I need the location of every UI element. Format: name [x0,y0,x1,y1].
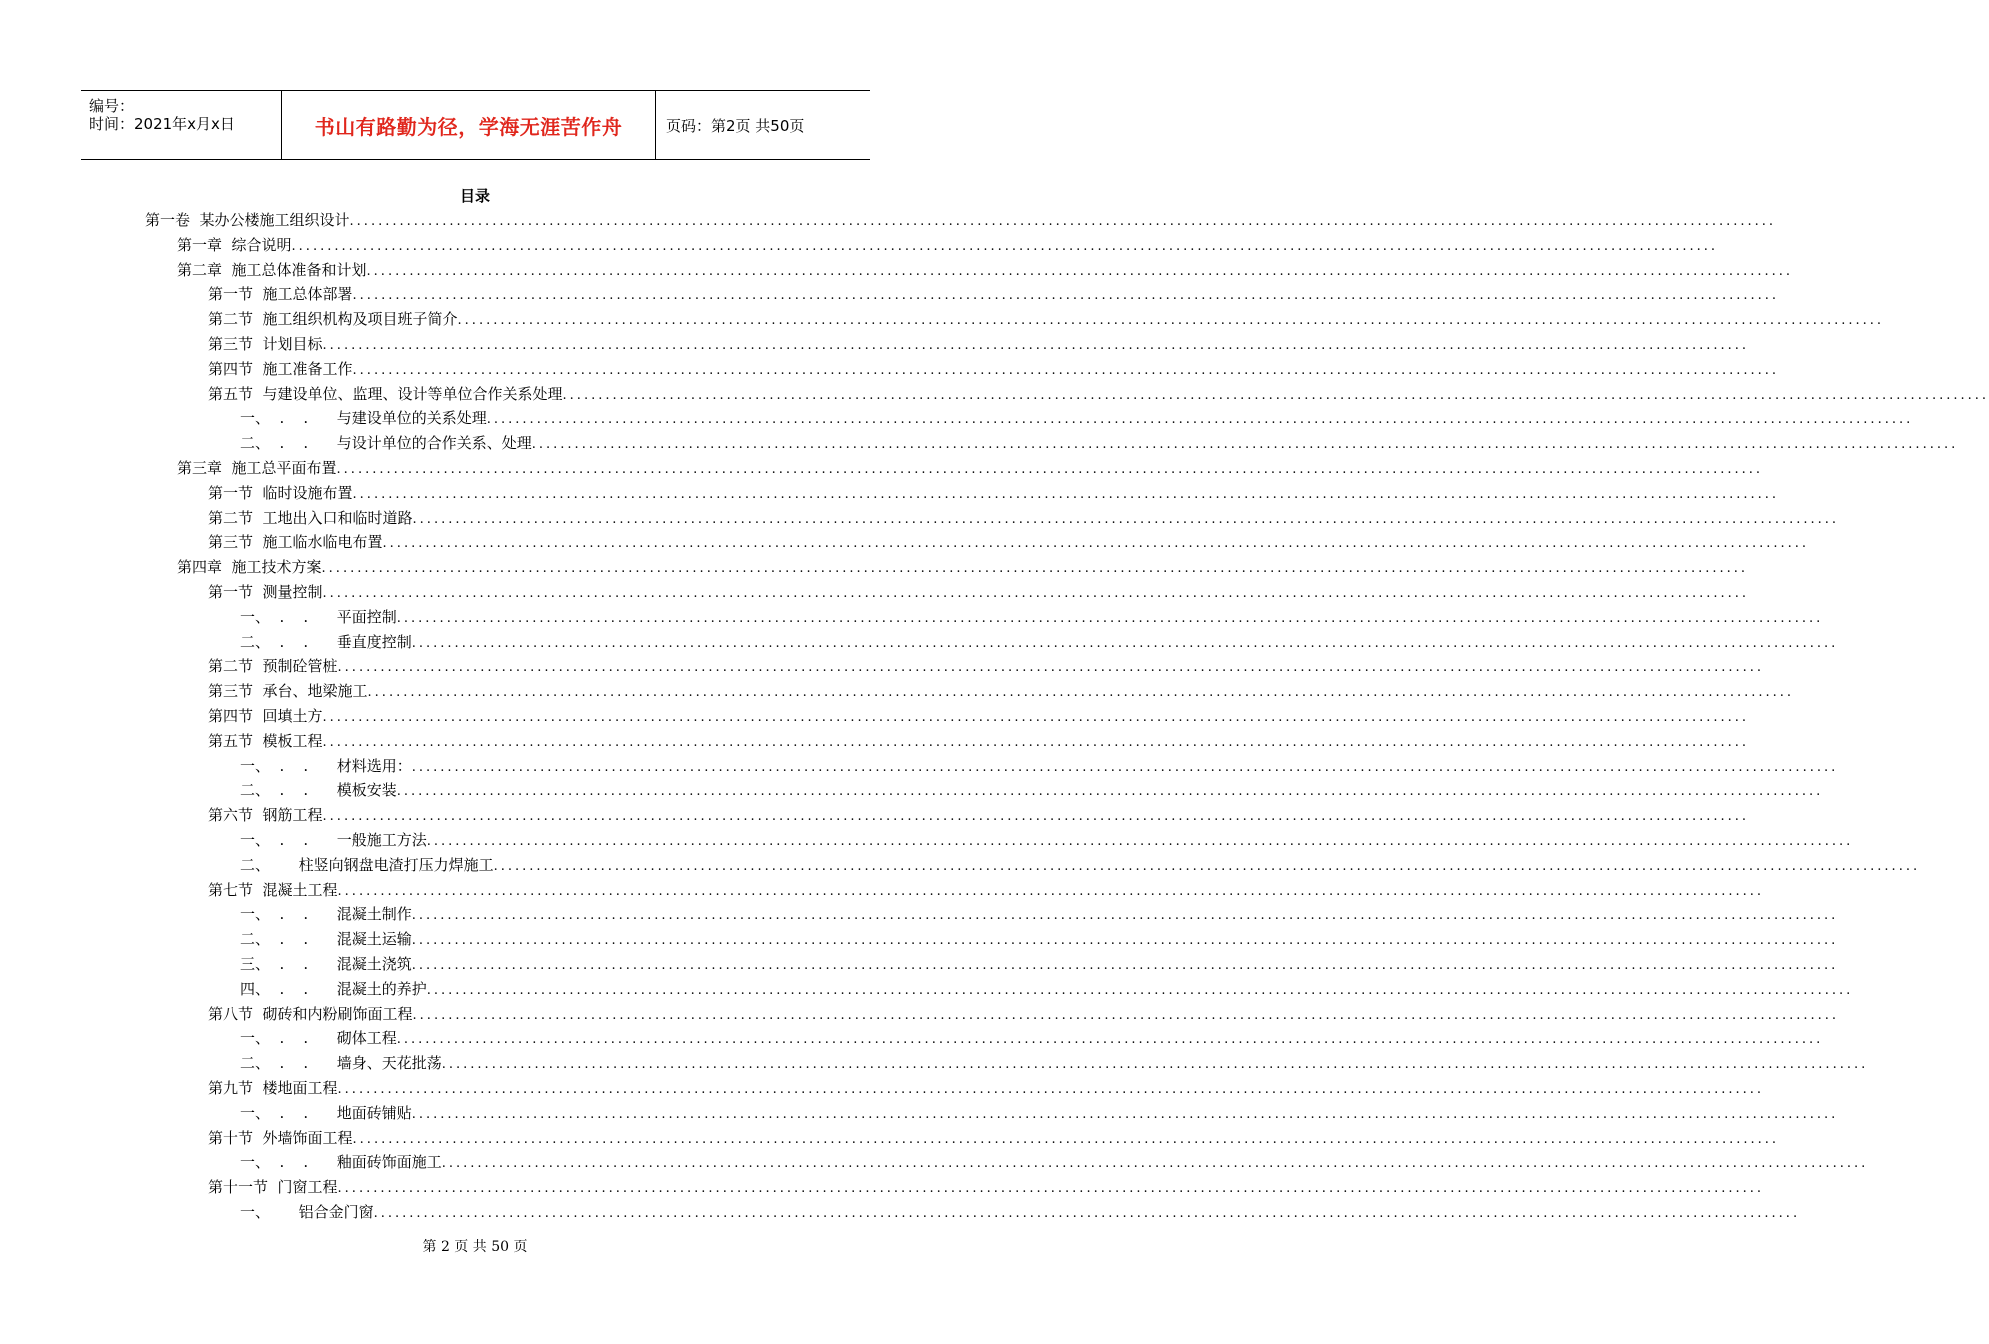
toc-entry-text: 一、 铝合金门窗 [240,1203,374,1221]
toc-entry-text: 第四章 施工技术方案 [177,558,322,577]
toc-entry-text: 二、 . . 墙身、天花批荡 [240,1054,442,1073]
header-meta-cell [81,91,282,159]
toc-leader-dots: ........................................................................................................................................................................................................ [337,883,1765,899]
toc-entry[interactable] [240,778,1824,802]
toc-entry[interactable] [240,927,1839,951]
toc-entry-text: 第二章 施工总体准备和计划 [177,260,367,279]
toc-entry-text: 二、 . . 垂直度控制 [240,632,412,651]
toc-entry-text: 一、 . . 平面控制 [240,607,397,626]
toc-leader-dots: ........................................................................................................................................................................................................ [426,834,1854,849]
toc-entry-text: 二、 . . 与设计单位的合作关系、处理 [240,434,532,453]
toc-entry-text: 四、 . . 混凝土的养护 [240,979,427,998]
toc-leader-dots: ........................................................................................................................................................................................................ [322,710,1750,725]
toc-entry-text: 一、 . . 与建设单位的关系处理 [240,409,487,428]
toc-entry[interactable] [145,208,1777,232]
toc-entry[interactable] [240,1101,1839,1125]
toc-entry[interactable] [240,952,1839,976]
toc-entry-text: 第七节 混凝土工程 [208,880,338,899]
motto-text: 书山有路勤为径，学海无涯苦作舟 [314,114,623,139]
toc-entry-text: 第三章 施工总平面布置 [177,459,337,477]
toc-entry[interactable] [208,878,1765,902]
toc-entry-text: 第二节 施工组织机构及项目班子简介 [208,310,458,329]
toc-leader-dots: ........................................................................................................................................................................................................ [382,536,1810,552]
toc-entry[interactable] [208,729,1750,753]
toc-entry[interactable] [240,853,1921,877]
toc-entry-text: 第八节 砌砖和内粉刷饰面工程 [208,1004,413,1023]
toc-leader-dots: ........................................................................................................................................................................................................ [426,982,1854,998]
toc-leader-dots: ........................................................................................................................................................................................................ [322,338,1750,353]
toc-entry[interactable] [240,1051,1869,1075]
toc-leader-dots: ........................................................................................................................................................................................................ [396,1032,1824,1048]
toc-leader-dots: ........................................................................................................................................................................................................ [493,858,1921,874]
toc-leader-dots: ........................................................................................................................................................................................................ [441,1057,1869,1073]
toc-entry-text: 第一卷 某办公楼施工组织设计 [145,211,350,229]
page-footer: 第 2 页 共 50 页 [422,1239,528,1255]
header-motto-cell [282,91,656,159]
toc-entry-text: 一、 . . 一般施工方法 [240,831,427,849]
toc-entry[interactable] [240,431,1959,455]
toc-entry-text: 一、 . . 材料选用： [240,756,412,775]
toc-entry[interactable] [240,630,1839,654]
toc-entry[interactable] [208,481,1780,505]
toc-leader-dots: ........................................................................................................................................................................................................ [457,313,1885,329]
header-table [81,90,870,160]
toc-entry-text: 第一节 临时设施布置 [208,483,353,502]
toc-leader-dots: ........................................................................................................................................................................................................ [367,685,1795,701]
toc-entry[interactable] [240,406,1914,430]
toc-entry-text: 第三节 计划目标 [208,335,323,353]
toc-leader-dots: ........................................................................................................................................................................................................ [411,933,1839,949]
toc-entry-text: 二、 . . 模板安装 [240,781,397,800]
toc-leader-dots: ........................................................................................................................................................................................................ [411,759,1839,775]
toc-entry-text: 第九节 楼地面工程 [208,1079,338,1097]
toc-entry[interactable] [208,506,1840,530]
toc-entry-text: 第十节 外墙饰面工程 [208,1128,353,1147]
toc-leader-dots: ........................................................................................................................................................................................................ [352,288,1780,304]
toc-leader-dots: ........................................................................................................................................................................................................ [486,412,1914,428]
toc-leader-dots: ........................................................................................................................................................................................................ [373,1206,1801,1221]
toc-entry[interactable] [240,828,1854,852]
toc-leader-dots: ........................................................................................................................................................................................................ [352,486,1780,502]
toc-entry[interactable] [240,1026,1824,1050]
toc-entry-text: 三、 . . 混凝土浇筑 [240,955,412,973]
toc-entry[interactable] [208,803,1750,827]
toc-entry-text: 第五节 模板工程 [208,731,323,750]
toc-entry[interactable] [240,1200,1801,1224]
number-label: 编号： [89,97,135,115]
toc-entry-text: 第一章 综合说明 [177,235,292,254]
toc-entry[interactable] [208,357,1780,381]
toc-leader-dots: ........................................................................................................................................................................................................ [321,561,1749,577]
toc-entry[interactable] [208,382,1989,406]
toc-entry[interactable] [177,258,1794,282]
toc-entry-text: 二、 柱竖向钢盘电渣打压力焊施工 [240,855,494,874]
toc-leader-dots: ........................................................................................................................................................................................................ [291,238,1719,254]
toc-leader-dots: ........................................................................................................................................................................................................ [396,784,1824,800]
toc-entry-text: 第二节 工地出入口和临时道路 [208,508,413,527]
toc-entry-text: 第四节 施工准备工作 [208,359,353,378]
toc-entry-text: 第三节 施工临水临电布置 [208,533,383,552]
toc-entry[interactable] [177,456,1764,480]
toc-entry[interactable] [208,654,1765,678]
toc-entry-text: 第一节 测量控制 [208,583,323,601]
toc-leader-dots: ........................................................................................................................................................................................................ [352,362,1780,378]
toc-leader-dots: ........................................................................................................................................................................................................ [322,586,1750,601]
header-page-cell [656,91,870,159]
toc-leader-dots: ........................................................................................................................................................................................................ [349,214,1777,229]
toc-entry-text: 第五节 与建设单位、监理、设计等单位合作关系处理 [208,384,563,403]
toc-entry[interactable] [208,580,1750,604]
toc-entry[interactable] [240,977,1854,1001]
toc-entry[interactable] [208,282,1780,306]
toc-entry[interactable] [208,1126,1780,1150]
toc-entry[interactable] [208,307,1885,331]
time-label: 时间：2021年x月x日 [89,115,235,133]
page-info: 页码：第2页 共50页 [666,116,805,135]
toc-leader-dots: ........................................................................................................................................................................................................ [322,809,1750,825]
toc-entry[interactable] [208,1175,1765,1199]
toc-leader-dots: ........................................................................................................................................................................................................ [337,1082,1765,1097]
toc-entry-text: 第十一节 门窗工程 [208,1178,338,1197]
toc-leader-dots: ........................................................................................................................................................................................................ [411,1106,1839,1122]
toc-entry[interactable] [240,1150,1869,1174]
toc-entry-text: 一、 . . 釉面砖饰面施工 [240,1153,442,1172]
toc-entry[interactable] [177,555,1749,579]
toc-leader-dots: ........................................................................................................................................................................................................ [441,1156,1869,1172]
toc-leader-dots: ........................................................................................................................................................................................................ [322,734,1750,750]
toc-entry-text: 第二节 预制砼管桩 [208,657,338,676]
toc-entry-text: 二、 . . 混凝土运输 [240,930,412,949]
toc-entry-text: 一、 . . 地面砖铺贴 [240,1103,412,1122]
toc-leader-dots: ........................................................................................................................................................................................................ [562,387,1989,403]
toc-entry[interactable] [208,704,1750,728]
toc-entry[interactable] [208,1076,1765,1100]
toc-entry[interactable] [208,1002,1840,1026]
toc-leader-dots: ........................................................................................................................................................................................................ [336,462,1764,477]
toc-leader-dots: ........................................................................................................................................................................................................ [411,958,1839,973]
toc-entry[interactable] [240,754,1839,778]
toc-leader-dots: ........................................................................................................................................................................................................ [411,908,1839,924]
toc-leader-dots: ........................................................................................................................................................................................................ [411,635,1839,651]
toc-entry[interactable] [208,679,1795,703]
toc-entry-text: 一、 . . 混凝土制作 [240,905,412,924]
toc-entry-text: 第六节 钢筋工程 [208,806,323,825]
toc-leader-dots: ........................................................................................................................................................................................................ [412,1007,1840,1023]
toc-entry[interactable] [240,605,1824,629]
toc-leader-dots: ........................................................................................................................................................................................................ [366,263,1794,279]
toc-leader-dots: ........................................................................................................................................................................................................ [396,610,1824,626]
toc-leader-dots: ........................................................................................................................................................................................................ [531,437,1959,453]
toc-entry[interactable] [208,530,1810,554]
toc-leader-dots: ........................................................................................................................................................................................................ [337,1181,1765,1197]
toc-entry[interactable] [208,332,1750,356]
toc-entry[interactable] [177,233,1719,257]
toc-entry-text: 第三节 承台、地梁施工 [208,682,368,701]
toc-entry-text: 第四节 回填土方 [208,707,323,725]
toc-leader-dots: ........................................................................................................................................................................................................ [412,511,1840,527]
toc-entry-text: 第一节 施工总体部署 [208,285,353,304]
toc-leader-dots: ........................................................................................................................................................................................................ [352,1131,1780,1147]
toc-entry[interactable] [240,902,1839,926]
toc-title: 目录 [459,187,490,205]
toc-entry-text: 一、 . . 砌体工程 [240,1029,397,1048]
toc-leader-dots: ........................................................................................................................................................................................................ [337,660,1765,676]
